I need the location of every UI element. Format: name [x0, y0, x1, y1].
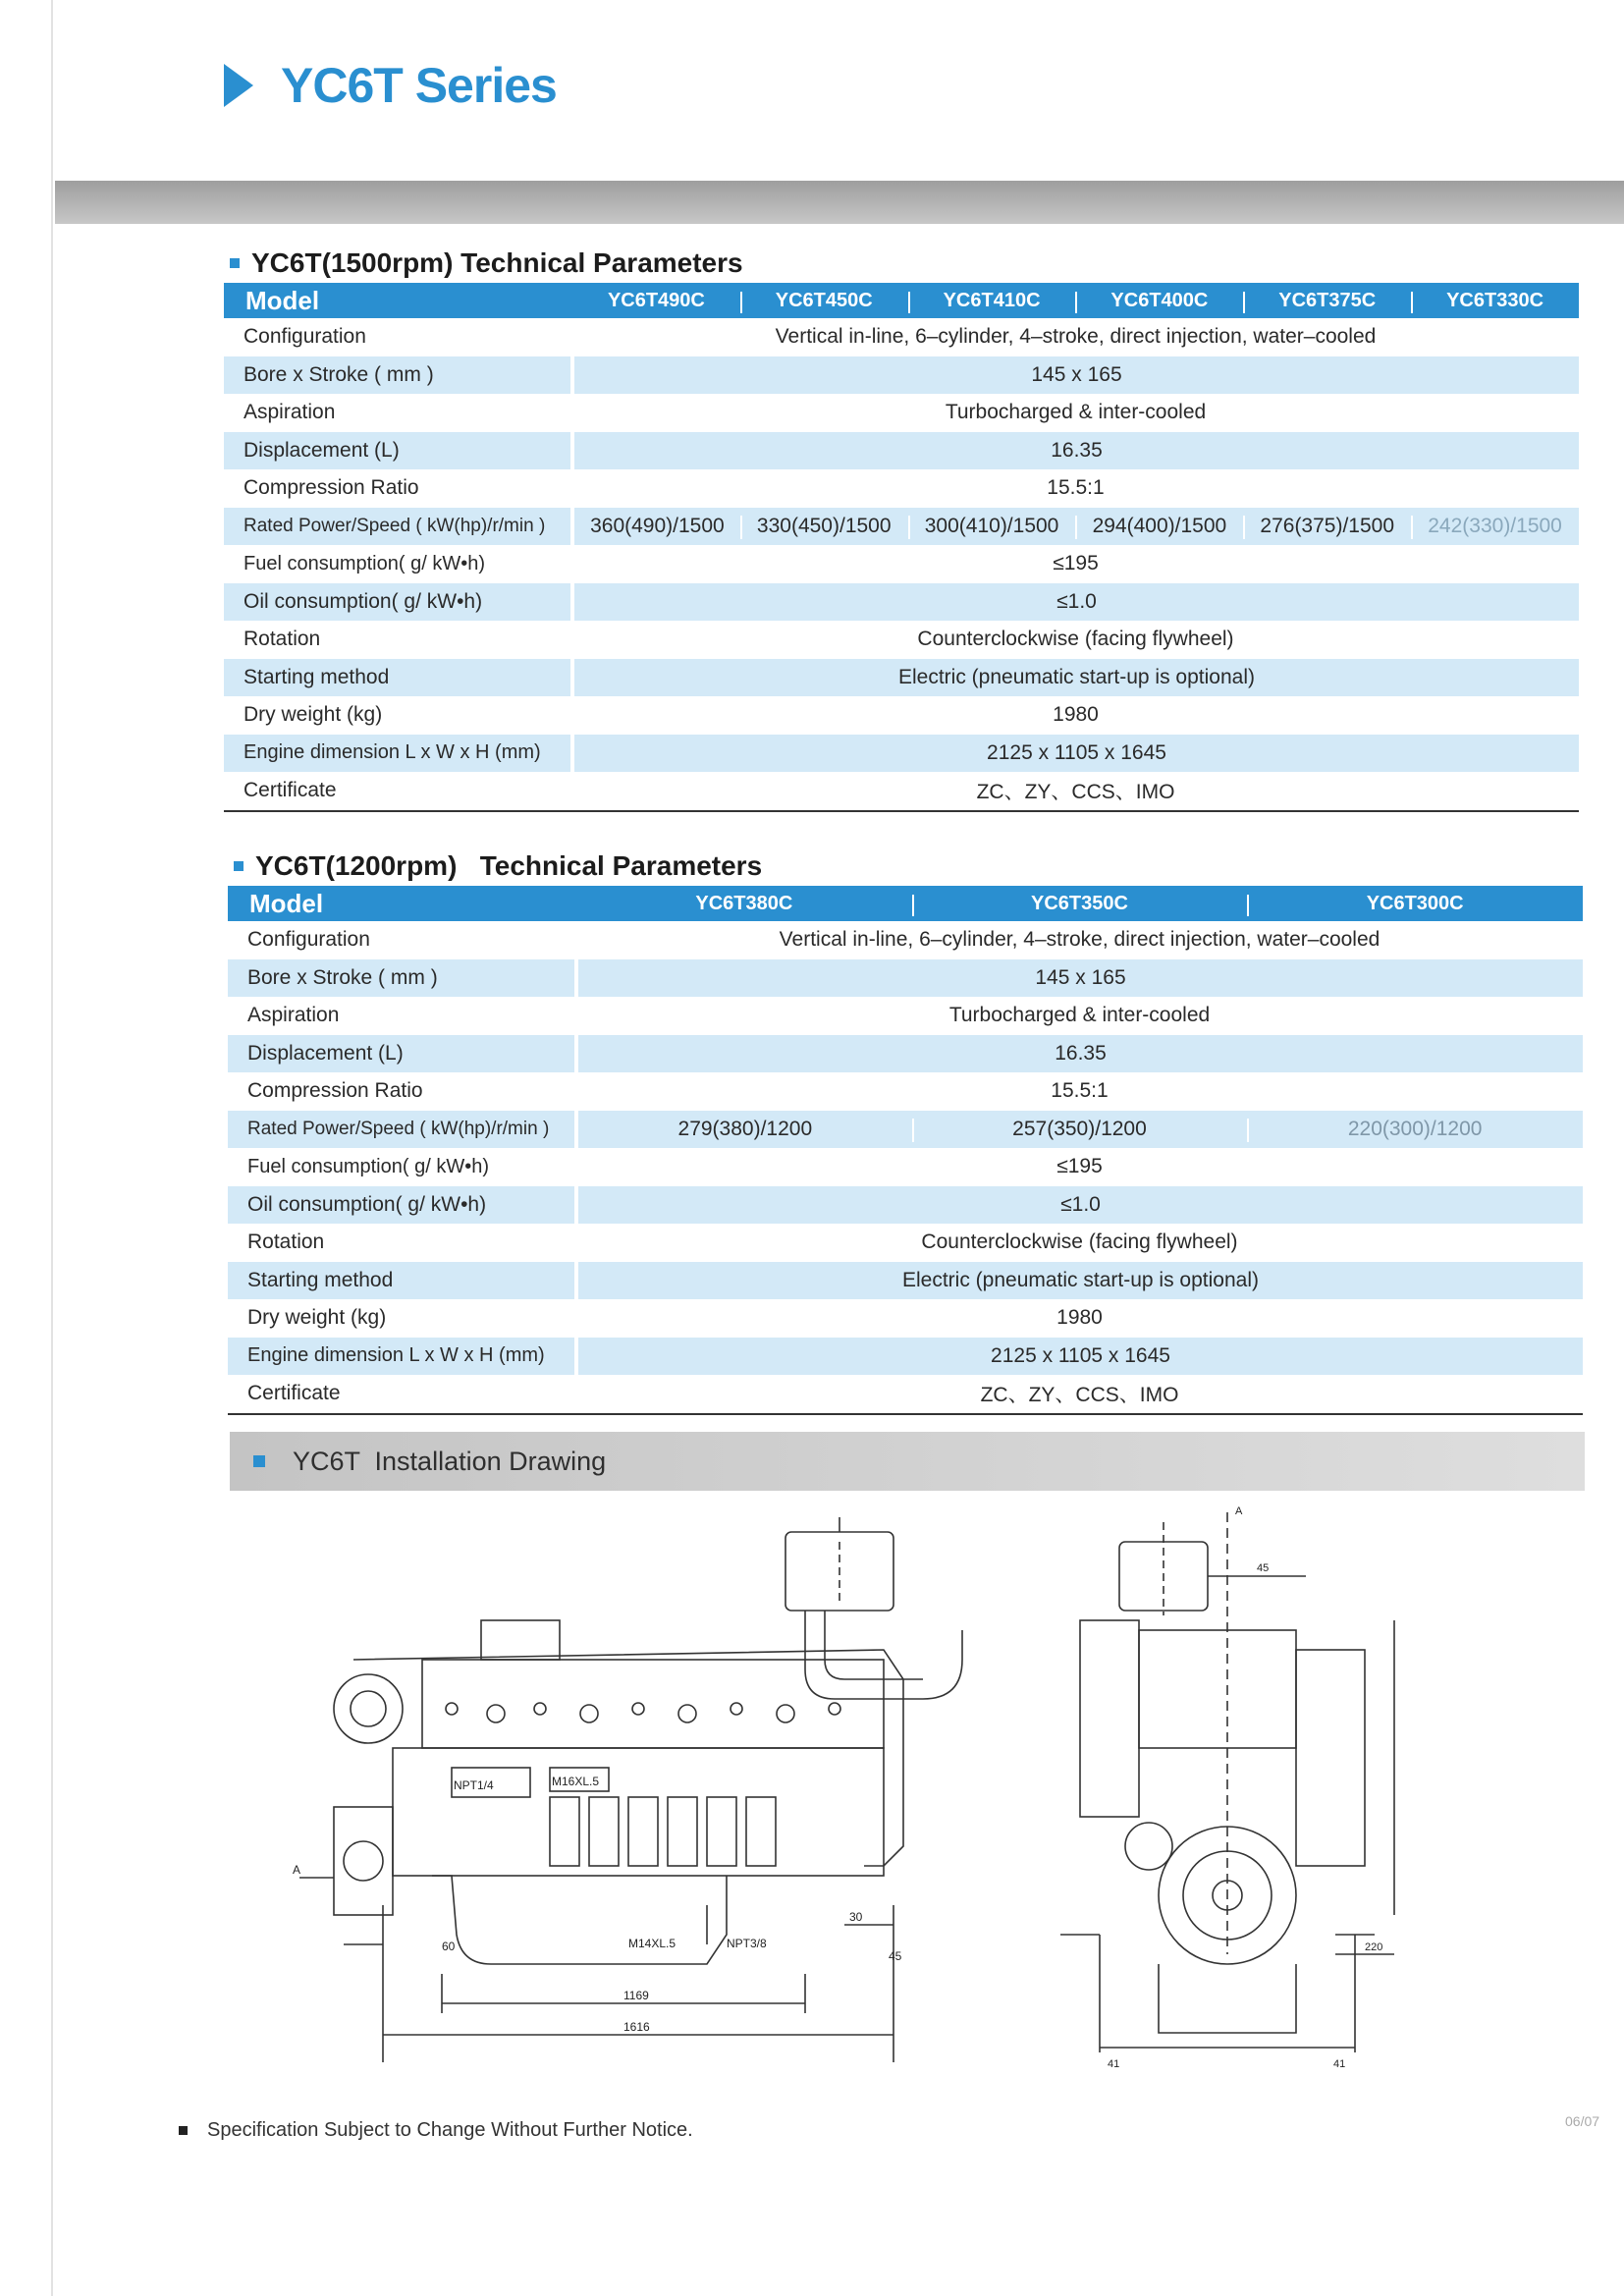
row-value: 1980 [1056, 1306, 1103, 1330]
row-value: 15.5:1 [1051, 1079, 1109, 1103]
table-header-row [228, 886, 1583, 921]
row-label: Engine dimension L x W x H (mm) [228, 1338, 576, 1376]
table-row [224, 318, 1579, 356]
table-row [224, 696, 1579, 735]
table-row [224, 583, 1579, 622]
section-1200rpm [228, 847, 1583, 1415]
table-row [224, 621, 1579, 659]
table-row [224, 735, 1579, 773]
row-label: Compression Ratio [247, 1079, 423, 1103]
power-value: 279(380)/1200 [576, 1111, 912, 1149]
section-heading [228, 847, 1583, 886]
row-value: ZC、ZY、CCS、IMO [572, 772, 1579, 811]
table-row [228, 1186, 1583, 1225]
power-value: 330(450)/1500 [740, 508, 908, 546]
table-row [224, 545, 1579, 583]
page-code: 06/07 [1565, 2113, 1600, 2129]
title-arrow-icon [224, 64, 253, 107]
model-name: YC6T450C [740, 283, 908, 318]
row-label: Fuel consumption( g/ kW•h) [247, 1155, 489, 1177]
model-name: YC6T375C [1243, 283, 1411, 318]
dim-45: 45 [889, 1949, 902, 1963]
row-label: Aspiration [244, 401, 336, 424]
table-header-row [224, 283, 1579, 318]
table-row [224, 356, 1579, 395]
table-row [228, 1035, 1583, 1073]
row-value: ZC、ZY、CCS、IMO [576, 1375, 1583, 1414]
row-label: Aspiration [247, 1004, 340, 1027]
footnote-text: Specification Subject to Change Without Further Notice. [207, 2119, 693, 2141]
row-value: 2125 x 1105 x 1645 [572, 735, 1579, 773]
table-row [224, 469, 1579, 508]
row-label: Starting method [224, 659, 572, 697]
power-value: 257(350)/1200 [912, 1111, 1248, 1149]
row-label: Rated Power/Speed ( kW(hp)/r/min ) [228, 1111, 576, 1149]
model-name: YC6T330C [1411, 283, 1579, 318]
row-label: Oil consumption( g/ kW•h) [228, 1186, 576, 1225]
row-value: Vertical in-line, 6–cylinder, 4–stroke, direct injection, water–cooled [775, 325, 1377, 349]
front-label-a: A [1235, 1505, 1243, 1517]
model-name: YC6T380C [576, 886, 912, 921]
section-heading-text: YC6T(1200rpm) Technical Parameters [255, 850, 763, 881]
spec-table-1500 [224, 283, 1579, 812]
dim-60: 60 [442, 1940, 456, 1953]
label-npt38: NPT3/8 [727, 1937, 767, 1950]
table-row [224, 508, 1579, 546]
page-edge [51, 0, 53, 2296]
square-bullet-icon [234, 861, 244, 871]
row-value: Electric (pneumatic start-up is optional) [572, 659, 1579, 697]
dim-total-length: 1616 [623, 2020, 650, 2034]
row-label: Configuration [247, 928, 370, 952]
page-title: YC6T Series [281, 58, 557, 113]
table-row [228, 1299, 1583, 1338]
footnote [179, 2119, 693, 2142]
row-value: 16.35 [572, 432, 1579, 470]
table-row [228, 1375, 1583, 1414]
table-row [224, 394, 1579, 432]
table-row [228, 1072, 1583, 1111]
row-label: Certificate [224, 772, 572, 811]
section-heading-text: YC6T(1500rpm) Technical Parameters [251, 247, 743, 278]
section-heading [224, 244, 1579, 283]
row-label: Rotation [244, 628, 321, 651]
row-label: Configuration [244, 325, 366, 349]
front-dim-220: 220 [1365, 1941, 1383, 1953]
row-label: Certificate [228, 1375, 576, 1414]
front-dim-41-left: 41 [1108, 2058, 1120, 2070]
row-label: Engine dimension L x W x H (mm) [224, 735, 572, 773]
model-label: Model [224, 283, 572, 318]
row-value: 16.35 [576, 1035, 1583, 1073]
table-row [228, 1148, 1583, 1186]
engine-front-view-drawing [1041, 1503, 1453, 2092]
table-row [228, 997, 1583, 1035]
engine-side-view-drawing [295, 1512, 1001, 2102]
row-value: 2125 x 1105 x 1645 [576, 1338, 1583, 1376]
power-value: 294(400)/1500 [1075, 508, 1243, 546]
dim-base-length: 1169 [623, 1989, 649, 2002]
model-name: YC6T350C [912, 886, 1248, 921]
row-label: Dry weight (kg) [244, 703, 383, 727]
model-name: YC6T490C [572, 283, 740, 318]
row-value: ≤195 [1053, 552, 1099, 575]
model-name: YC6T300C [1247, 886, 1583, 921]
table-row [228, 1338, 1583, 1376]
row-value: 15.5:1 [1047, 476, 1105, 500]
row-label: Dry weight (kg) [247, 1306, 387, 1330]
title-row [224, 51, 557, 120]
table-row [228, 1262, 1583, 1300]
square-bullet-icon [179, 2126, 188, 2135]
model-name: YC6T410C [908, 283, 1076, 318]
row-value: Electric (pneumatic start-up is optional) [576, 1262, 1583, 1300]
table-row [224, 659, 1579, 697]
square-bullet-icon [230, 258, 240, 268]
row-label: Rotation [247, 1230, 325, 1254]
row-label: Compression Ratio [244, 476, 419, 500]
row-value: 145 x 165 [576, 959, 1583, 998]
row-label: Rated Power/Speed ( kW(hp)/r/min ) [224, 508, 572, 546]
square-bullet-icon [253, 1455, 265, 1467]
table-row [228, 959, 1583, 998]
spec-table-1200 [228, 886, 1583, 1415]
power-value: 360(490)/1500 [572, 508, 740, 546]
table-row [228, 1224, 1583, 1262]
section-1500rpm [224, 244, 1579, 812]
row-value: Vertical in-line, 6–cylinder, 4–stroke, direct injection, water–cooled [779, 928, 1380, 952]
dim-30: 30 [849, 1910, 863, 1924]
installation-band [230, 1432, 1585, 1491]
label-m16: M16XL.5 [552, 1775, 600, 1788]
model-label: Model [228, 886, 576, 921]
row-value: Counterclockwise (facing flywheel) [921, 1230, 1238, 1254]
dim-arrow-label: A [293, 1863, 301, 1877]
row-value: Turbocharged & inter-cooled [945, 401, 1207, 424]
header-band [55, 181, 1624, 224]
power-value: 220(300)/1200 [1247, 1111, 1583, 1149]
table-row [228, 921, 1583, 959]
front-dim-41-right: 41 [1333, 2058, 1346, 2070]
model-name: YC6T400C [1075, 283, 1243, 318]
row-label: Displacement (L) [228, 1035, 576, 1073]
row-label: Starting method [228, 1262, 576, 1300]
row-label: Bore x Stroke ( mm ) [224, 356, 572, 395]
row-value: ≤195 [1056, 1155, 1103, 1178]
power-value: 300(410)/1500 [908, 508, 1076, 546]
row-label: Oil consumption( g/ kW•h) [224, 583, 572, 622]
row-value: Counterclockwise (facing flywheel) [917, 628, 1234, 651]
table-row [224, 432, 1579, 470]
row-label: Bore x Stroke ( mm ) [228, 959, 576, 998]
power-value: 242(330)/1500 [1411, 508, 1579, 546]
row-value: Turbocharged & inter-cooled [948, 1004, 1211, 1027]
row-value: ≤1.0 [576, 1186, 1583, 1225]
row-label: Displacement (L) [224, 432, 572, 470]
table-row [228, 1111, 1583, 1149]
table-row [224, 772, 1579, 811]
front-dim-45: 45 [1257, 1562, 1270, 1574]
label-npt: NPT1/4 [454, 1778, 494, 1792]
row-value: ≤1.0 [572, 583, 1579, 622]
row-value: 145 x 165 [572, 356, 1579, 395]
row-value: 1980 [1053, 703, 1099, 727]
label-m14: M14XL.5 [628, 1937, 677, 1950]
power-value: 276(375)/1500 [1243, 508, 1411, 546]
installation-title: YC6T Installation Drawing [293, 1446, 607, 1476]
row-label: Fuel consumption( g/ kW•h) [244, 552, 485, 574]
